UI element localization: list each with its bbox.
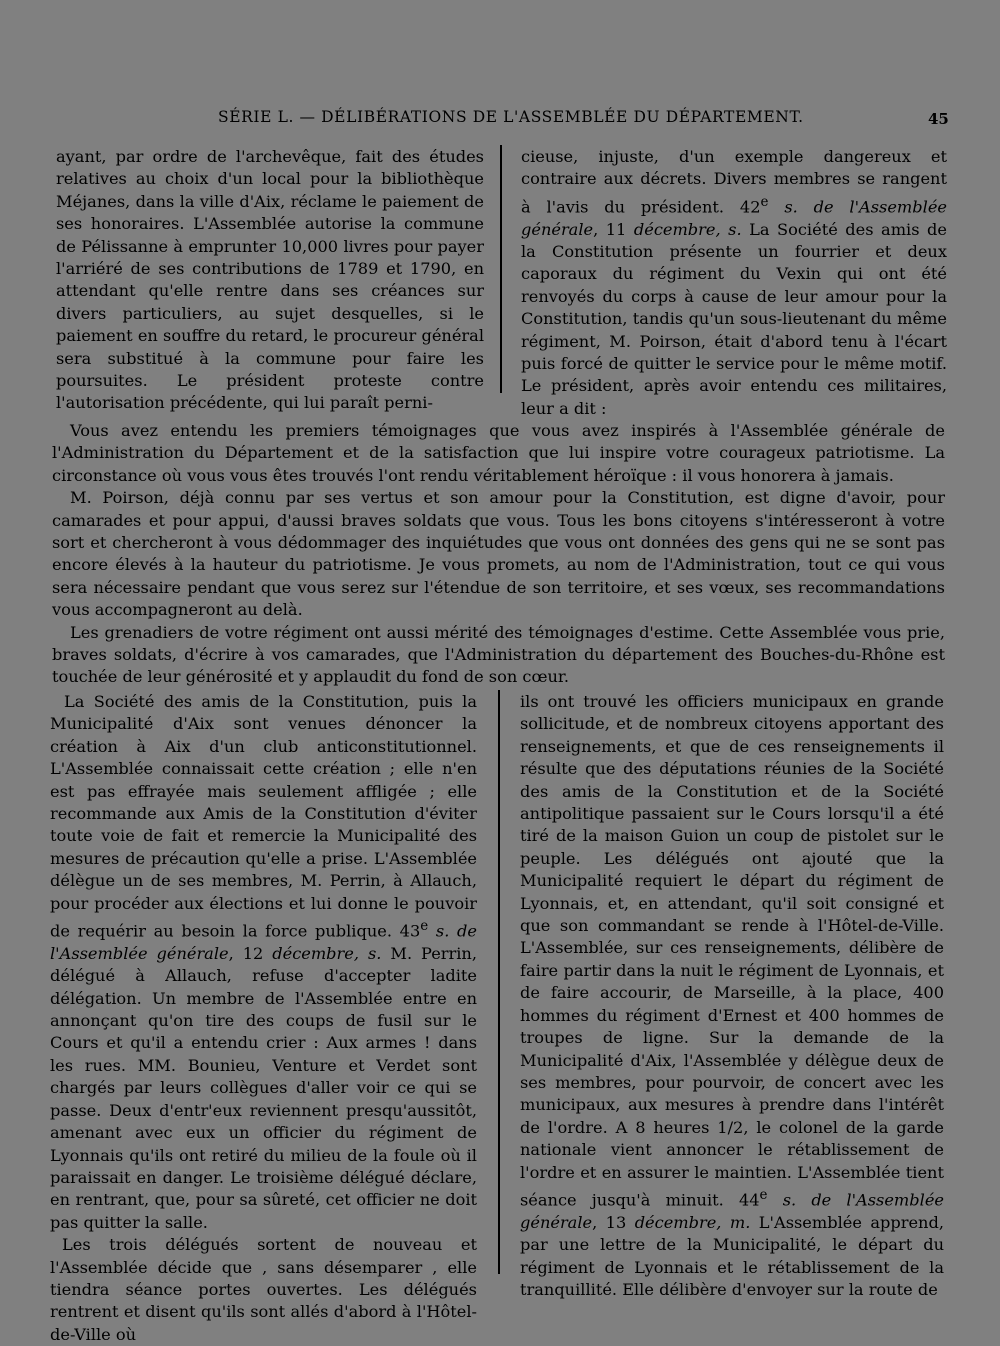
text-run: , 11 bbox=[593, 219, 634, 239]
ordinal-sup: e bbox=[760, 193, 769, 210]
paragraph bbox=[50, 691, 477, 1234]
session-reference: s. de l'Assemblée générale bbox=[521, 197, 947, 239]
running-title: SÉRIE L. — DÉLIBÉRATIONS DE L'ASSEMBLÉE DU DÉPARTEMENT. bbox=[218, 108, 804, 126]
text-run: M. Perrin, délégué à Allauch, refuse d'accepter ladite délégation. Un membre de l'Assemblée entre en annonçant qu'on tire des coups de fusil sur le Cours et qu'il a entendu crier : Aux armes ! dans les rues. MM. Bounieu, Venture et Verdet sont chargés par leurs collègues d'aller voir ce qui se passe. Deux d'entr'eux reviennent presqu'aussitôt, amenant avec eux un officier du régiment de Lyonnais qu'ils ont retiré du milieu de la foule où il paraissait en danger. Le troisième délégué déclare, en rentrant, que, pour sa sûreté, cet officier ne doit pas quitter la salle. bbox=[50, 943, 477, 1232]
bottom-right-column bbox=[520, 691, 944, 1301]
session-reference: s. de l'Assemblée générale bbox=[520, 1190, 944, 1232]
session-date: décembre, s. bbox=[272, 943, 382, 963]
speech-paragraph: Vous avez entendu les premiers témoignages que vous avez inspirés à l'Assemblée générale de l'Administration du Département et de la satisfaction que lui inspire votre courageux patriotisme. La circonstance où vous vous êtes trouvés l'ont rendu véritablement héroïque : il vous honorera à jamais. bbox=[52, 421, 945, 485]
paragraph: Les trois délégués sortent de nouveau et l'Assemblée décide que , sans désemparer , elle tiendra séance portes ouvertes. Les délégués rentrent et disent qu'ils sont allés d'abord à l'Hôtel-de-Ville où bbox=[50, 1235, 477, 1344]
speech-paragraph: M. Poirson, déjà connu par ses vertus et son amour pour la Constitution, est digne d'avoir, pour camarades et pour appui, d'aussi braves soldats que vous. Tous les bons citoyens s'intéresseront à votre sort et chercheront à vous dédommager des inquiétudes que vous ont données des gens qui ne se sont pas encore élevés à la hauteur du patriotisme. Je vous promets, au nom de l'Administration, tout ce qui vous sera nécessaire pendant que vous serez sur l'étendue de son territoire, et ses vœux, ses recommandations vous accompagneront au delà. bbox=[52, 488, 945, 620]
paragraph: ayant, par ordre de l'archevêque, fait des études relatives au choix d'un local pour la bibliothèque Méjanes, dans la ville d'Aix, réclame le paiement de ses honoraires. L'Assemblée autorise la commune de Pélissanne à emprunter 10,000 livres pour payer l'arriéré de ses contributions de 1789 et 1790, en attendant qu'elle rentre dans ses créances sur divers particuliers, au sujet desquelles, si le paiement en souffre du retard, le procureur général sera substitué à la commune pour faire les poursuites. Le président proteste contre l'autorisation précédente, qui lui paraît perni- bbox=[56, 147, 484, 413]
text-run: cieuse, injuste, d'un exemple dangereux et contraire aux décrets. Divers membres se rangent à l'avis du président. 42 bbox=[521, 147, 947, 217]
ordinal-sup: e bbox=[759, 1186, 768, 1203]
text-run: , 13 bbox=[592, 1212, 635, 1232]
text-run: ils ont trouvé les officiers municipaux en grande sollicitude, et de nombreux citoyens apportant des renseignements, et que de ces renseignements il résulte que des députations réunies de la Société des amis de la Constitution et de la Société antipolitique passaient sur le Cours lorsqu'il a été tiré de la maison Guion un coup de pistolet sur le peuple. Les délégués ont ajouté que la Municipalité requiert le départ du régiment de Lyonnais, et, en attendant, qu'il soit consigné et que son commandant se rende à l'Hôtel-de-Ville. L'Assemblée, sur ces renseignements, délibère de faire partir dans la nuit le régiment de Lyonnais, et de faire accourir, de Marseille, à la place, 400 hommes du régiment d'Ernest et 400 hommes de troupes de ligne. Sur la demande de la Municipalité d'Aix, l'Assemblée y délègue deux de ses membres, pour pourvoir, de concert avec les municipaux, aux mesures à prendre dans l'intérêt de l'ordre. A 8 heures 1/2, le colonel de la garde nationale vient annoncer le rétablissement de l'ordre et en assurer le maintien. L'Assemblée tient séance jusqu'à minuit. 44 bbox=[520, 692, 944, 1210]
page-number: 45 bbox=[928, 110, 949, 128]
text-run: La Société des amis de la Constitution présente un fourrier et deux caporaux du régiment du Vexin qui ont été renvoyés du corps à cause de leur amour pour la Constitution, tandis qu'un sous-lieutenant du même régiment, M. Poirson, était d'abord tenu à l'écart puis forcé de quitter le service pour le même motif. Le président, après avoir entendu ces militaires, leur a dit : bbox=[521, 219, 947, 418]
paragraph bbox=[520, 691, 944, 1301]
ordinal-sup: e bbox=[420, 918, 429, 935]
session-date: décembre, m. bbox=[634, 1212, 751, 1232]
text-run: L'Assemblée apprend, par une lettre de la Municipalité, le départ du régiment de Lyonnais et le rétablissement de la tranquillité. Elle délibère d'envoyer sur la route de bbox=[520, 1212, 944, 1299]
president-speech bbox=[52, 420, 945, 689]
session-reference: s. de l'Assemblée générale bbox=[50, 921, 477, 963]
speech-paragraph: Les grenadiers de votre régiment ont aussi mérité des témoignages d'estime. Cette Assemblée vous prie, braves soldats, d'écrire à vos camarades, que l'Administration du département des Bouches-du-Rhône est touchée de leur générosité et y applaudit du fond de son cœur. bbox=[52, 622, 945, 687]
column-divider-top bbox=[500, 145, 502, 393]
text-run: La Société des amis de la Constitution, puis la Municipalité d'Aix sont venues dénoncer la création à Aix d'un club anticonstitutionnel. L'Assemblée connaissait cette création ; elle n'en est pas effrayée mais seulement affligée ; elle recommande aux Amis de la Constitution d'éviter toute voie de fait et remercie la Municipalité des mesures de précaution qu'elle a prise. L'Assemblée délègue un de ses membres, M. Perrin, à Allauch, pour procéder aux élections et lui donne le pouvoir de requérir au besoin la force publique. 43 bbox=[50, 692, 477, 941]
column-divider-bottom bbox=[498, 690, 500, 1274]
session-date: décembre, s. bbox=[633, 219, 742, 239]
bottom-left-column bbox=[50, 691, 477, 1346]
top-right-column bbox=[521, 146, 947, 420]
top-left-column bbox=[56, 146, 484, 415]
paragraph bbox=[521, 146, 947, 420]
text-run: , 12 bbox=[228, 943, 273, 963]
